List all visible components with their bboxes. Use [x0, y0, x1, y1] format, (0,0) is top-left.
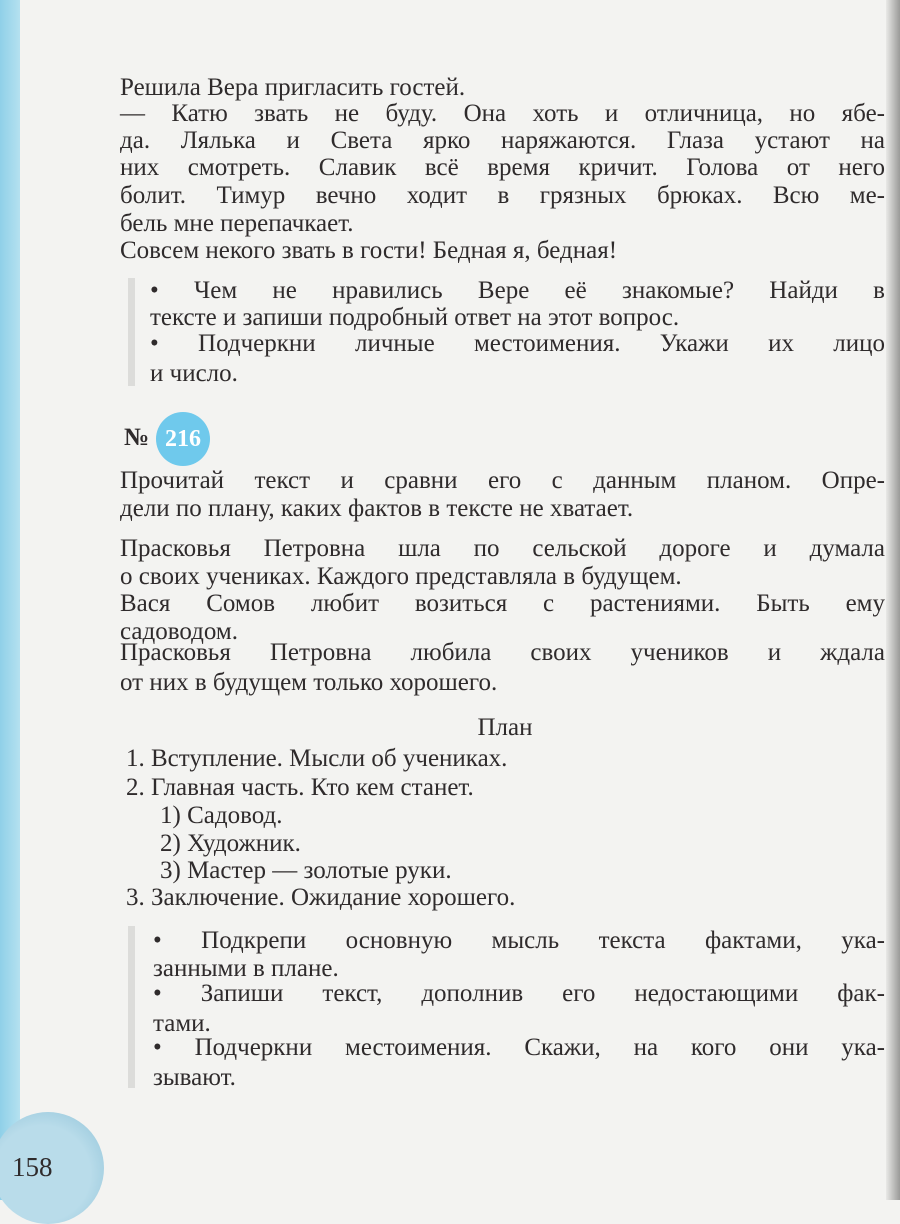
task-line: • Подчеркни местоимения. Скажи, на кого они ука-: [153, 1034, 885, 1061]
plan-title: План: [477, 714, 533, 741]
plan-item: 2. Главная часть. Кто кем станет.: [126, 774, 474, 801]
plan-item: 1) Садовод.: [160, 802, 283, 829]
page-number: 158: [12, 1152, 53, 1182]
task-line: • Запиши текст, дополнив его недостающими фак-: [153, 980, 885, 1007]
task-line: • Подчеркни личные местоимения. Укажи их лицо: [150, 330, 885, 357]
task-line: тами.: [153, 1010, 211, 1037]
text-line: Вася Сомов любит возиться с растениями. Быть ему: [120, 590, 885, 617]
task-block-marker: [128, 278, 135, 386]
text-line: Прасковья Петровна шла по сельской дороге и думала: [120, 535, 885, 562]
text-line: них смотреть. Славик всё время кричит. Голова от него: [120, 154, 885, 181]
text-line: да. Лялька и Света ярко наряжаются. Глаза устают на: [120, 127, 885, 154]
text-line: Совсем некого звать в гости! Бедная я, бедная!: [120, 237, 618, 264]
plan-item: 3. Заключение. Ожидание хорошего.: [126, 884, 516, 911]
binding-shadow: [886, 0, 900, 1200]
plan-item: 1. Вступление. Мысли об учениках.: [126, 745, 508, 772]
page-edge-strip: [0, 0, 20, 1200]
exercise-number-badge: 216: [156, 412, 210, 466]
task-line: занными в плане.: [153, 955, 339, 982]
text-line: о своих учениках. Каждого представляла в будущем.: [120, 563, 682, 590]
task-line: • Подкрепи основную мысль текста фактами, ука-: [153, 927, 885, 954]
text-line: Решила Вера пригласить гостей.: [120, 74, 466, 101]
task-line: • Чем не нравились Вере её знакомые? Найди в: [150, 277, 885, 304]
task-line: и число.: [150, 360, 238, 387]
plan-item: 2) Художник.: [160, 830, 301, 857]
text-line: Прочитай текст и сравни его с данным планом. Опре-: [120, 467, 885, 494]
task-line: тексте и запиши подробный ответ на этот вопрос.: [150, 304, 680, 331]
text-line: от них в будущем только хорошего.: [120, 669, 498, 696]
plan-item: 3) Мастер — золотые руки.: [160, 857, 452, 884]
task-line: зывают.: [153, 1064, 236, 1091]
exercise-number-sign: №: [124, 424, 150, 451]
task-block-marker: [128, 926, 135, 1088]
text-line: дели по плану, каких фактов в тексте не хватает.: [120, 495, 634, 522]
text-line: — Катю звать не буду. Она хоть и отличница, но ябе-: [120, 100, 885, 127]
text-line: садоводом.: [120, 618, 238, 645]
text-line: Прасковья Петровна любила своих учеников и ждала: [120, 639, 885, 666]
text-line: бель мне перепачкает.: [120, 210, 354, 237]
text-line: болит. Тимур вечно ходит в грязных брюках. Всю ме-: [120, 182, 885, 209]
